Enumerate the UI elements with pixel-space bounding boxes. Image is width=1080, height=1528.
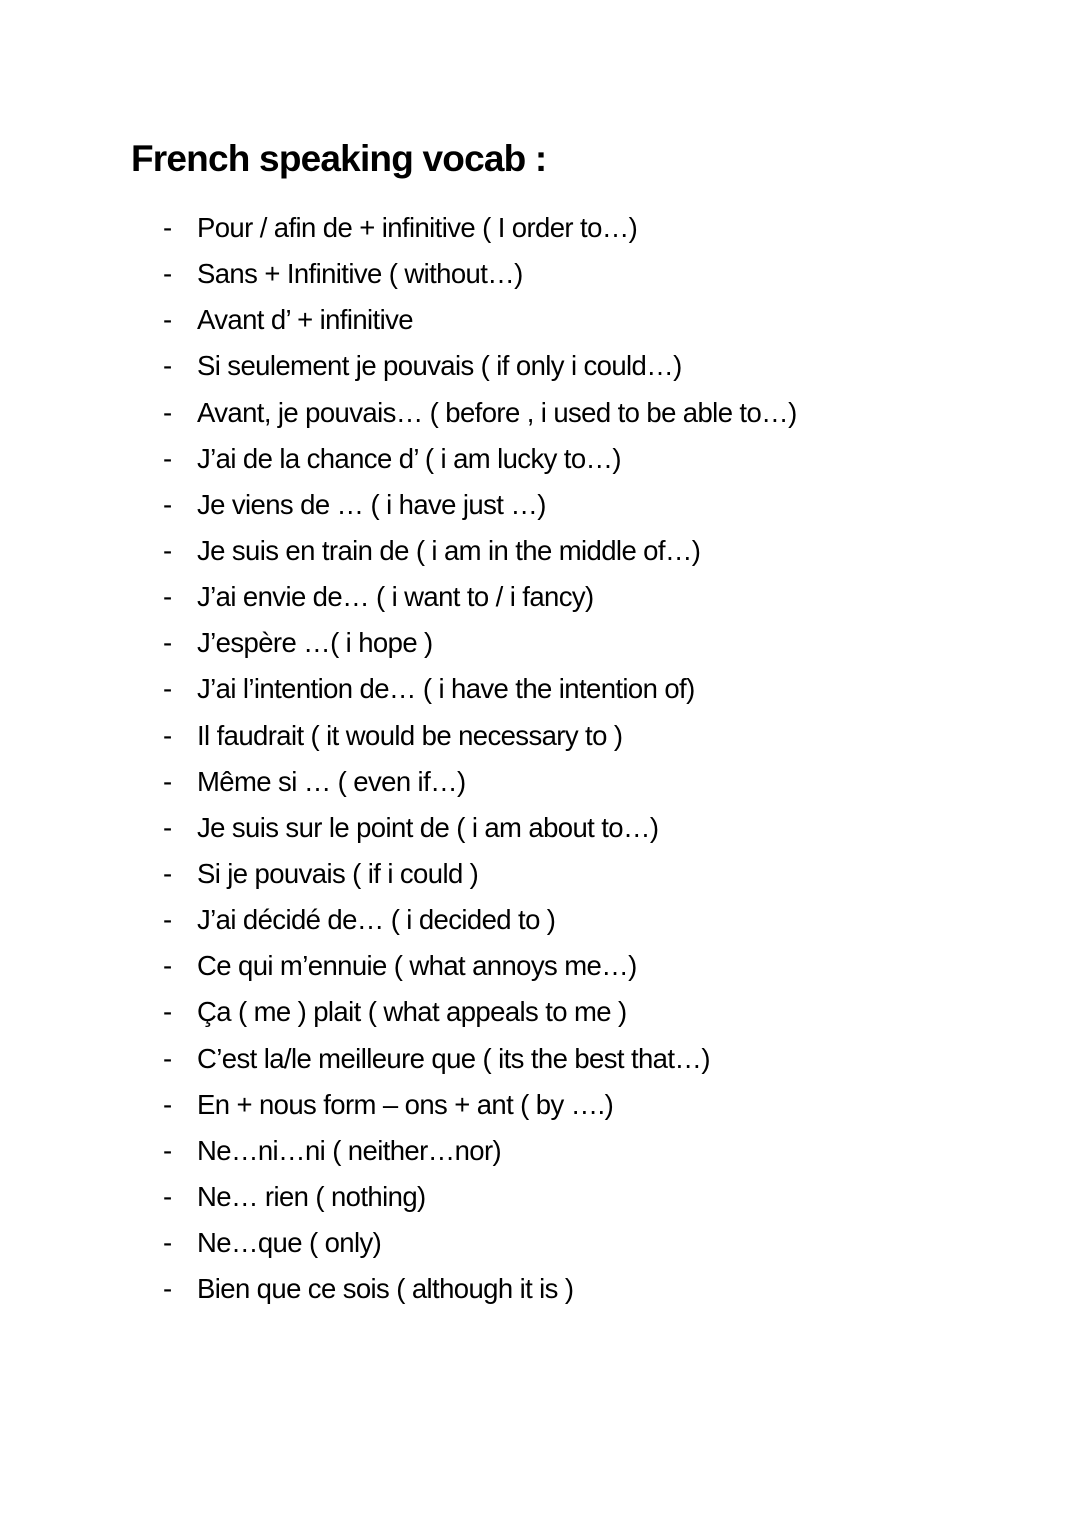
vocab-text: Je suis sur le point de ( i am about to…): [197, 811, 659, 843]
dash-bullet-icon: -: [163, 996, 172, 1028]
vocab-text: Je suis en train de ( i am in the middle of…): [197, 534, 701, 566]
vocab-text: Si seulement je pouvais ( if only i could…): [197, 350, 682, 382]
dash-bullet-icon: -: [163, 396, 172, 428]
vocab-text: Si je pouvais ( if i could ): [197, 857, 479, 889]
dash-bullet-icon: -: [163, 534, 172, 566]
dash-bullet-icon: -: [163, 1134, 172, 1166]
dash-bullet-icon: -: [163, 627, 172, 659]
vocab-text: J’ai envie de… ( i want to / i fancy): [197, 581, 594, 613]
dash-bullet-icon: -: [163, 304, 172, 336]
vocab-text: Ça ( me ) plait ( what appeals to me ): [197, 996, 627, 1028]
dash-bullet-icon: -: [163, 1227, 172, 1259]
dash-bullet-icon: -: [163, 811, 172, 843]
dash-bullet-icon: -: [163, 442, 172, 474]
dash-bullet-icon: -: [163, 350, 172, 382]
vocab-text: Même si … ( even if…): [197, 765, 466, 797]
vocab-text: Bien que ce sois ( although it is ): [197, 1273, 574, 1305]
vocab-text: J’ai l’intention de… ( i have the intention of): [197, 673, 695, 705]
dash-bullet-icon: -: [163, 950, 172, 982]
dash-bullet-icon: -: [163, 1042, 172, 1074]
vocab-text: Avant, je pouvais… ( before , i used to be able to…): [197, 396, 797, 428]
dash-bullet-icon: -: [163, 719, 172, 751]
dash-bullet-icon: -: [163, 673, 172, 705]
vocab-text: C’est la/le meilleure que ( its the best that…): [197, 1042, 710, 1074]
vocab-text: Pour / afin de + infinitive ( I order to…): [197, 212, 638, 243]
vocab-text: Je viens de … ( i have just …): [197, 488, 546, 520]
vocab-text: Il faudrait ( it would be necessary to ): [197, 719, 623, 751]
dash-bullet-icon: -: [163, 1180, 172, 1212]
dash-bullet-icon: -: [163, 1273, 172, 1305]
dash-bullet-icon: -: [163, 488, 172, 520]
dash-bullet-icon: -: [163, 258, 172, 290]
dash-bullet-icon: -: [163, 765, 172, 797]
vocab-text: En + nous form – ons + ant ( by ….): [197, 1088, 614, 1120]
dash-bullet-icon: -: [163, 1088, 172, 1120]
vocab-text: Ne…ni…ni ( neither…nor): [197, 1134, 502, 1166]
dash-bullet-icon: -: [163, 581, 172, 613]
dash-bullet-icon: -: [163, 212, 172, 243]
vocab-text: Ce qui m’ennuie ( what annoys me…): [197, 950, 637, 982]
vocab-text: Avant d’ + infinitive: [197, 304, 413, 336]
vocab-text: Ne… rien ( nothing): [197, 1180, 426, 1212]
vocab-text: Ne…que ( only): [197, 1227, 382, 1259]
document-title: French speaking vocab :: [131, 138, 547, 179]
vocab-text: Sans + Infinitive ( without…): [197, 258, 523, 290]
vocab-text: J’ai de la chance d’ ( i am lucky to…): [197, 442, 621, 474]
vocab-text: J’ai décidé de… ( i decided to ): [197, 904, 556, 936]
vocab-text: J’espère …( i hope ): [197, 627, 433, 659]
dash-bullet-icon: -: [163, 857, 172, 889]
dash-bullet-icon: -: [163, 904, 172, 936]
